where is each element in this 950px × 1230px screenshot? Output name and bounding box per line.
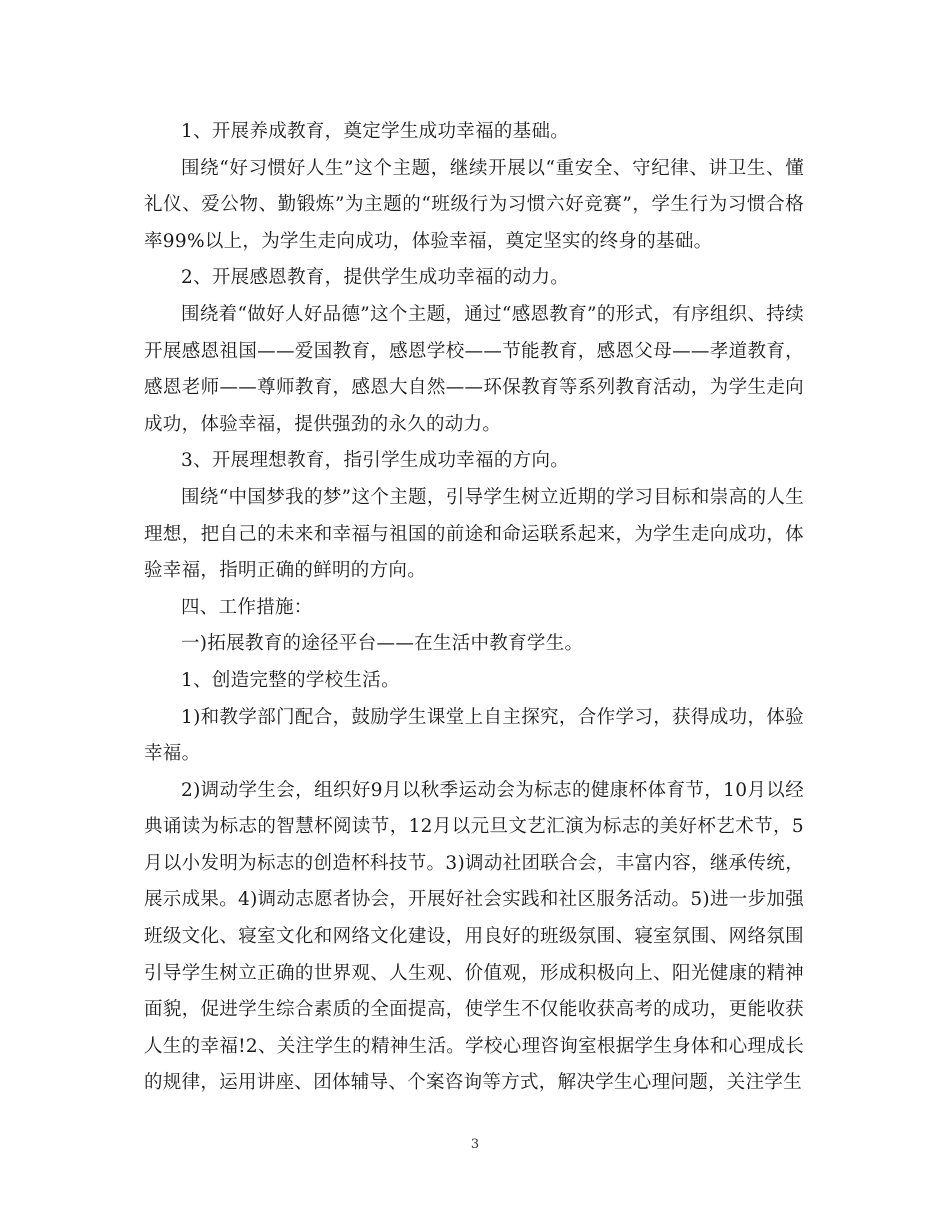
paragraph-teaching-cooperation: 1)和教学部门配合，鼓励学生课堂上自主探究，合作学习，获得成功，体验幸福。	[144, 706, 804, 765]
paragraph-gratitude-heading: 2、开展感恩教育，提供学生成功幸福的动力。	[181, 267, 570, 289]
subsection-heading-platform: 一)拓展教育的途径平台——在生活中教育学生。	[181, 633, 584, 655]
paragraph-gratitude-body: 围绕着“做好人好品德”这个主题，通过“感恩教育”的形式，有序组织、持续开展感恩祖国——爱国教育，感恩学校——节能教育，感恩父母——孝道教育，感恩老师——尊师教育，感恩大自然——环保教育等系列教育活动，为学生走向成功，体验幸福，提供强劲的永久的动力。	[144, 303, 804, 435]
paragraph-habit-heading: 1、开展养成教育，奠定学生成功幸福的基础。	[181, 121, 570, 142]
paragraph-student-activities: 2)调动学生会，组织好9月以秋季运动会为标志的健康杯体育节，10月以经典诵读为标志的智慧杯阅读节，12月以元旦文艺汇演为标志的美好杯艺术节，5月以小发明为标志的创造杯科技节。3)调动社团联合会，丰富内容，继承传统，展示成果。4)调动志愿者协会，开展好社会实践和社区服务活动。5)进一步加强班级文化、寝室文化和网络文化建设，用良好的班级氛围、寝室氛围、网络氛围引导学生树立正确的世界观、人生观、价值观，形成积极向上、阳光健康的精神面貌，促进学生综合素质的全面提高，使学生不仅能收获高考的成功，更能收获人生的幸福!2、关注学生的精神生活。学校心理咨询室根据学生身体和心理成长的规律，运用讲座、团体辅导、个案咨询等方式，解决学生心理问题，关注学生	[144, 779, 804, 1094]
section-heading-measures: 四、工作措施：	[181, 596, 313, 618]
document-body	[144, 114, 804, 1102]
page-number: 3	[470, 1137, 480, 1152]
paragraph-ideal-heading: 3、开展理想教育，指引学生成功幸福的方向。	[181, 450, 570, 472]
paragraph-ideal-body: 围绕“中国梦我的梦”这个主题，引导学生树立近期的学习目标和崇高的人生理想，把自己的未来和幸福与祖国的前途和命运联系起来，为学生走向成功，体验幸福，指明正确的鲜明的方向。	[144, 486, 804, 582]
paragraph-school-life-heading: 1、创造完整的学校生活。	[181, 669, 400, 691]
paragraph-habit-body: 围绕“好习惯好人生”这个主题，继续开展以“重安全、守纪律、讲卫生、懂礼仪、爱公物、勤锻炼”为主题的“班级行为习惯六好竞赛”，学生行为习惯合格率99%以上，为学生走向成功，体验幸福，奠定坚实的终身的基础。	[144, 157, 804, 252]
